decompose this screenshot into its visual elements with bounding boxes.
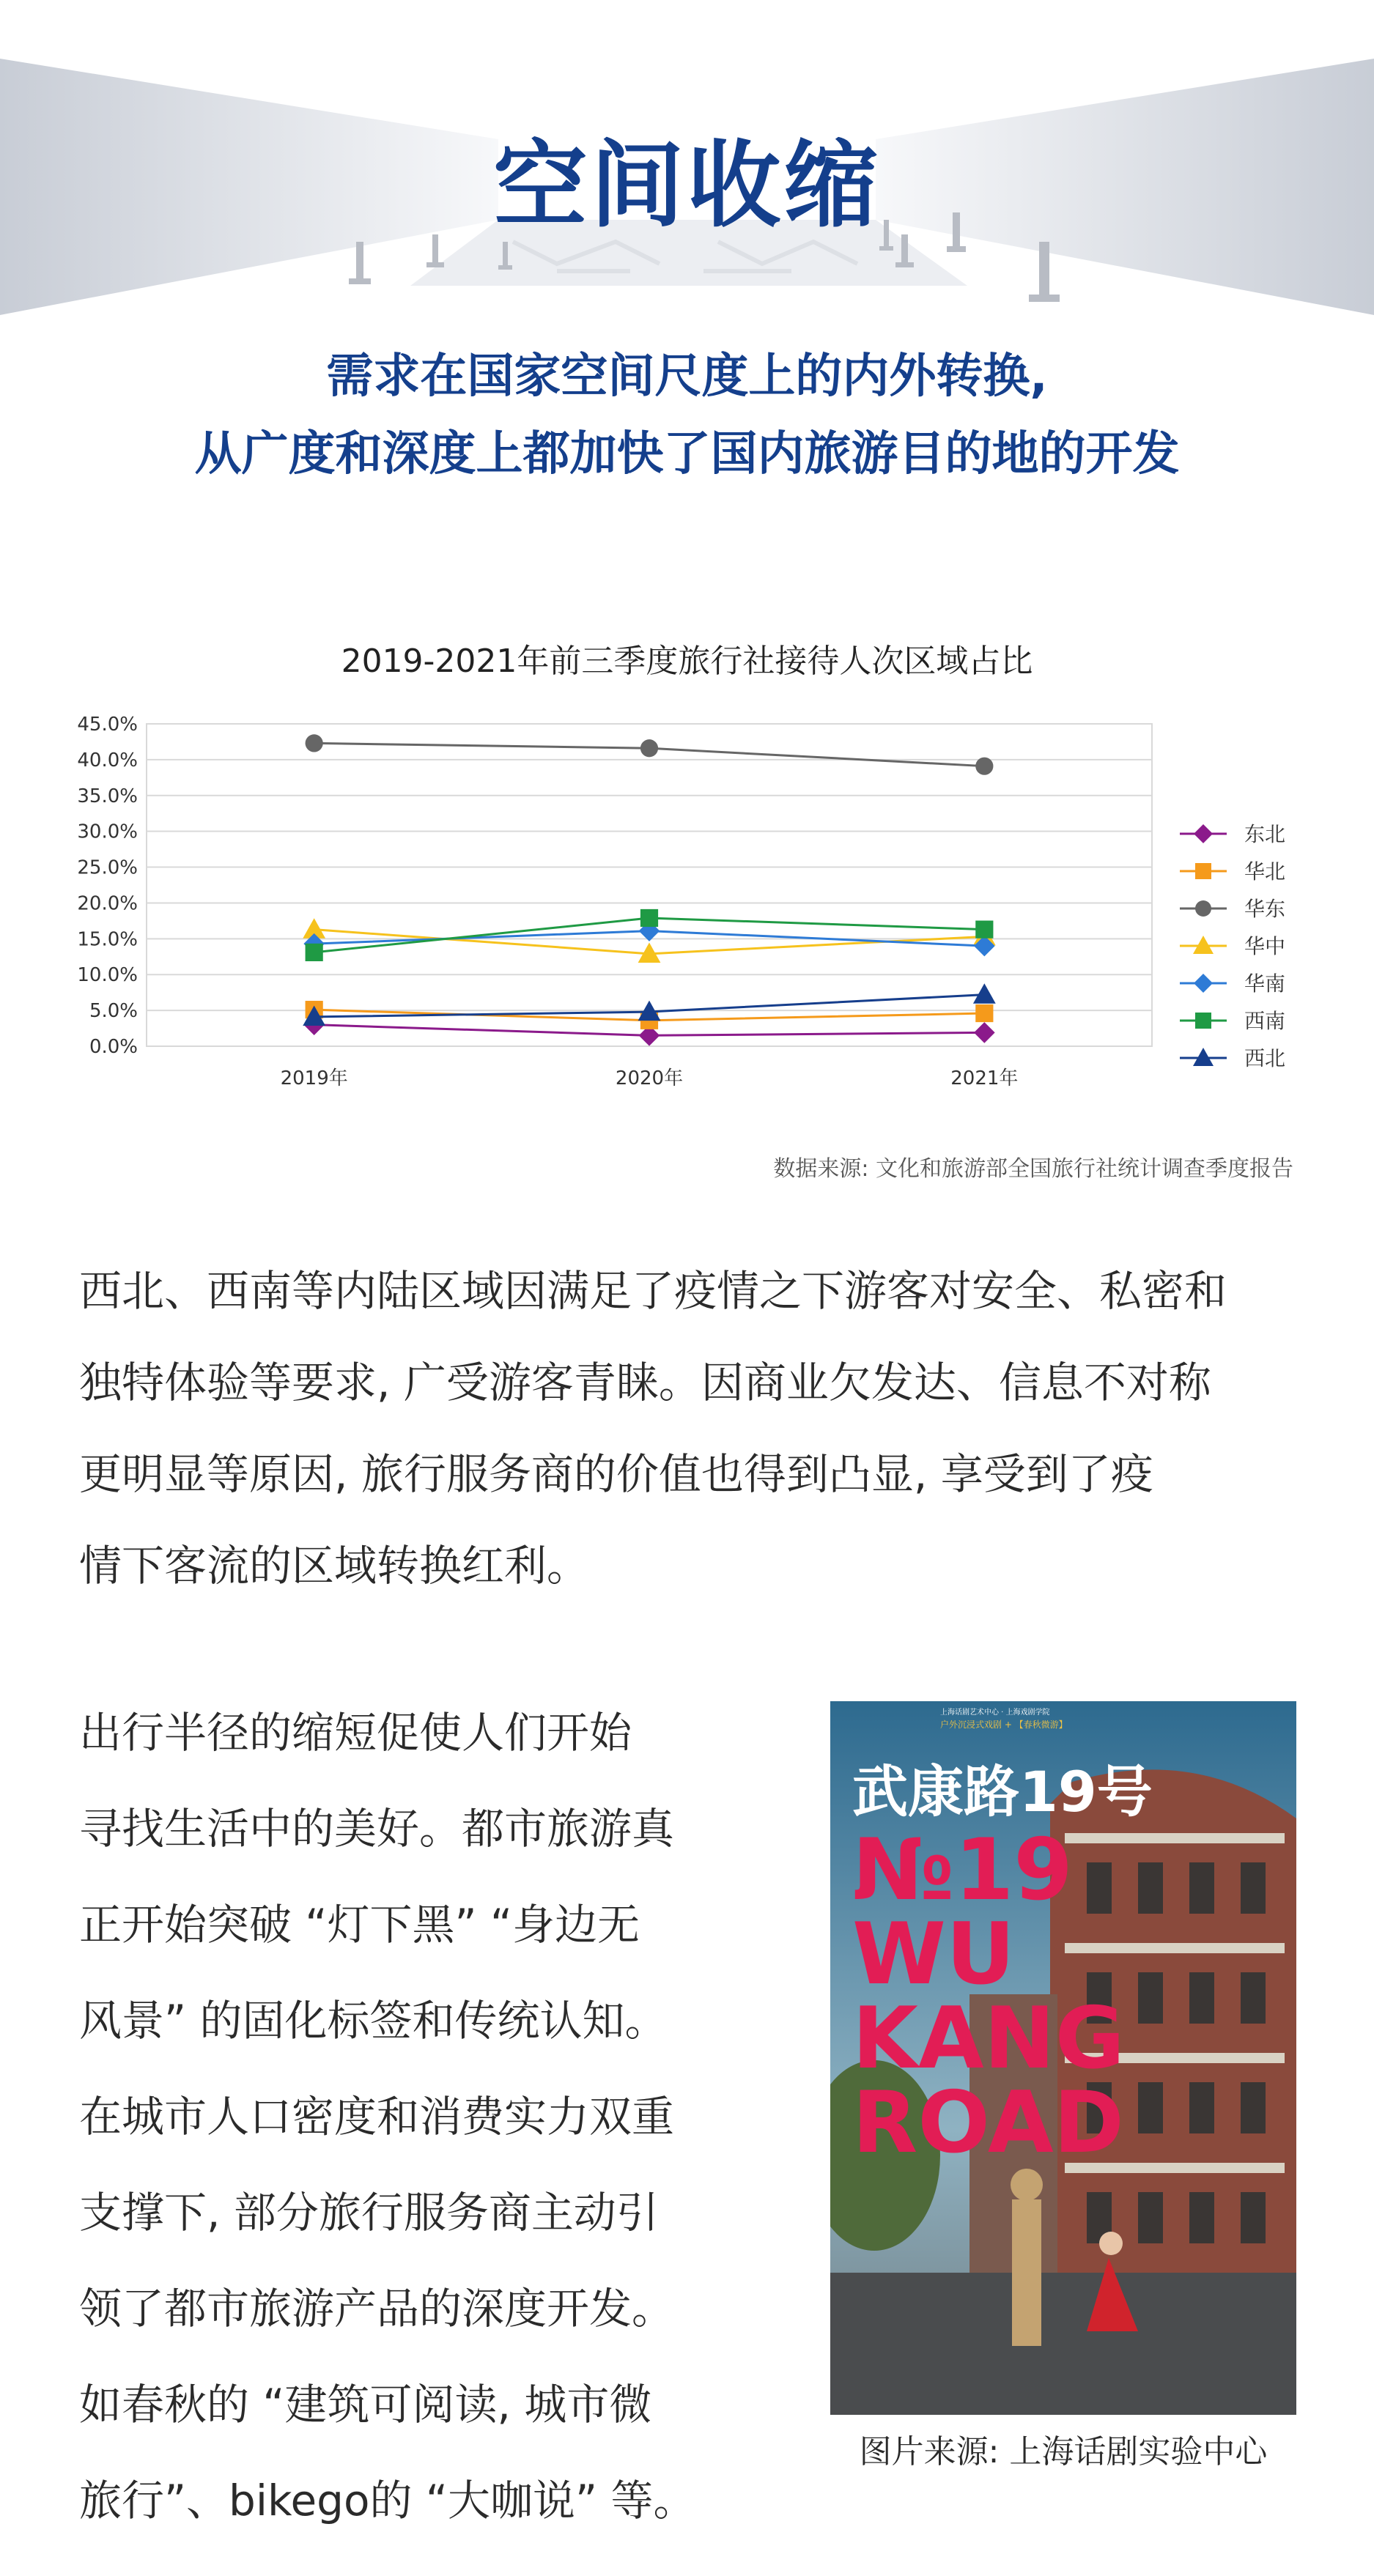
poster-title-en-1: №19 — [852, 1821, 1073, 1920]
legend-marker — [1194, 824, 1213, 843]
y-tick-label: 30.0% — [77, 821, 138, 843]
paragraph-line: 在城市人口密度和消费实力双重 — [79, 2092, 675, 2142]
poster-title-en-2: WU — [852, 1905, 1016, 2004]
poster-image — [830, 1701, 1296, 2415]
y-tick-label: 40.0% — [77, 749, 138, 771]
y-tick-label: 10.0% — [77, 964, 138, 987]
poster-title-en-4: ROAD — [852, 2073, 1124, 2172]
paragraph-line: 如春秋的 “建筑可阅读, 城市微 — [79, 2380, 652, 2429]
x-tick-label: 2021年 — [950, 1067, 1019, 1089]
y-tick-label: 25.0% — [77, 856, 138, 879]
data-point — [640, 909, 658, 927]
legend-marker — [1195, 900, 1211, 917]
legend-label: 西北 — [1244, 1046, 1286, 1070]
paragraph-line: 风景” 的固化标签和传统认知。 — [79, 1996, 668, 2046]
page-title: 空间收缩 — [493, 131, 881, 240]
data-point — [975, 921, 993, 939]
subtitle-line-2: 从广度和深度上都加快了国内旅游目的地的开发 — [194, 427, 1180, 481]
poster-title-en-3: KANG — [852, 1989, 1125, 2088]
x-tick-label: 2020年 — [615, 1067, 684, 1089]
y-tick-label: 0.0% — [89, 1036, 138, 1058]
subtitle-line-1: 需求在国家空间尺度上的内外转换, — [326, 349, 1048, 404]
paragraph-line: 更明显等原因, 旅行服务商的价值也得到凸显, 享受到了疫 — [79, 1449, 1153, 1499]
poster-illustration — [830, 1701, 1296, 2415]
data-point — [306, 944, 323, 961]
hero-banner — [0, 0, 1374, 352]
paragraph-line: 西北、西南等内陆区域因满足了疫情之下游客对安全、私密和 — [79, 1266, 1227, 1316]
data-point — [975, 1004, 993, 1022]
data-point — [640, 739, 658, 757]
body-paragraph-1 — [79, 1246, 1296, 1612]
paragraph-line: 寻找生活中的美好。都市旅游真 — [79, 1804, 675, 1854]
y-tick-label: 45.0% — [77, 714, 138, 736]
data-point — [306, 734, 323, 752]
paragraph-line: 旅行”、bikego的 “大咖说” 等。 — [79, 2476, 696, 2525]
paragraph-line: 支撑下, 部分旅行服务商主动引 — [79, 2188, 659, 2238]
plot-area — [147, 724, 1152, 1046]
legend-marker — [1195, 1013, 1211, 1029]
x-tick-label: 2019年 — [280, 1067, 348, 1089]
y-tick-label: 15.0% — [77, 928, 138, 951]
legend-marker — [1195, 863, 1211, 879]
poster-title-cn: 武康路19号 — [852, 1759, 1153, 1824]
paragraph-line: 出行半径的缩短促使人们开始 — [79, 1708, 632, 1758]
legend-label: 华中 — [1244, 934, 1286, 958]
legend-marker — [1194, 974, 1213, 993]
body-paragraph-2 — [79, 1685, 739, 2549]
legend-label: 华南 — [1244, 971, 1286, 996]
paragraph-line: 领了都市旅游产品的深度开发。 — [79, 2284, 675, 2333]
legend-label: 东北 — [1244, 822, 1286, 846]
y-tick-label: 20.0% — [77, 892, 138, 915]
image-caption: 图片来源: 上海话剧实验中心 — [859, 2433, 1268, 2470]
paragraph-line: 情下客流的区域转换红利。 — [79, 1541, 590, 1591]
paragraph-line: 正开始突破 “灯下黑” “身边无 — [79, 1900, 640, 1950]
line-chart — [0, 703, 1374, 1114]
data-point — [973, 983, 996, 1004]
data-point — [974, 1022, 995, 1043]
legend-label: 西南 — [1244, 1009, 1286, 1033]
chart-title: 2019-2021年前三季度旅行社接待人次区域占比 — [341, 643, 1033, 680]
legend-label: 华北 — [1244, 859, 1286, 884]
chart-source: 数据来源: 文化和旅游部全国旅行社统计调查季度报告 — [773, 1156, 1293, 1182]
poster-header-2: 户外沉浸式戏剧 + 【春秋微游】 — [940, 1720, 1068, 1730]
paragraph-line: 独特体验等要求, 广受游客青睐。因商业欠发达、信息不对称 — [79, 1358, 1211, 1407]
legend-label: 华东 — [1244, 897, 1286, 921]
poster-header-1: 上海话剧艺术中心 · 上海戏剧学院 — [940, 1709, 1050, 1717]
y-tick-label: 5.0% — [89, 1000, 138, 1023]
data-point — [975, 758, 993, 775]
y-tick-label: 35.0% — [77, 785, 138, 807]
